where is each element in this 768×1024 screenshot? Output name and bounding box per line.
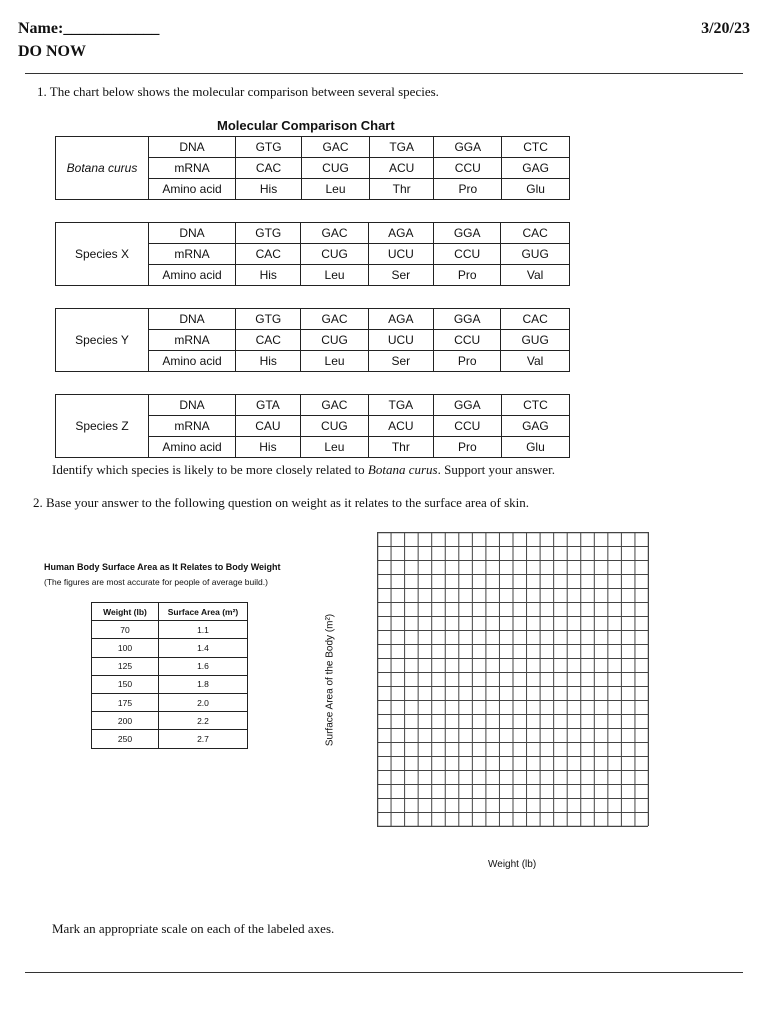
- table-cell: CAC: [236, 330, 301, 351]
- table-cell: GTG: [236, 223, 301, 244]
- table-cell: CTC: [501, 395, 569, 416]
- table-cell: Pro: [434, 351, 501, 372]
- molecular-table-2: [55, 222, 570, 286]
- table-cell: 2.7: [159, 730, 248, 748]
- row-label: Amino acid: [149, 437, 236, 458]
- table-row: [92, 639, 248, 657]
- table-cell: Ser: [368, 265, 433, 286]
- table-cell: His: [236, 437, 301, 458]
- table-cell: CUG: [301, 330, 368, 351]
- question-text-end: . Support your answer.: [437, 462, 555, 477]
- table-row: [56, 137, 570, 158]
- table-cell: UCU: [368, 244, 433, 265]
- question-1-text: [52, 462, 555, 478]
- question-2-prompt: 2. Base your answer to the following question on weight as it relates to the surface area of skin.: [33, 495, 530, 510]
- molecular-table-3: [55, 308, 570, 372]
- surface-area-table-subtitle: (The figures are most accurate for people of average build.): [44, 577, 268, 587]
- table-cell: GGA: [434, 309, 501, 330]
- table-cell: AGA: [368, 309, 433, 330]
- table-cell: 100: [92, 639, 159, 657]
- table-cell: GAC: [300, 395, 368, 416]
- table-cell: TGA: [369, 137, 434, 158]
- table-cell: 1.8: [159, 675, 248, 693]
- table-cell: 2.0: [159, 693, 248, 711]
- table-cell: Val: [501, 265, 570, 286]
- table-cell: 1.4: [159, 639, 248, 657]
- table-cell: ACU: [368, 416, 433, 437]
- table-cell: CCU: [433, 416, 501, 437]
- row-label: Amino acid: [149, 351, 236, 372]
- species-name: Species Z: [56, 395, 149, 458]
- table-cell: Thr: [368, 437, 433, 458]
- table-row: [56, 223, 570, 244]
- table-cell: GTA: [236, 395, 301, 416]
- table-cell: CUG: [301, 244, 368, 265]
- surface-area-table-title: Human Body Surface Area as It Relates to Body Weight: [44, 562, 281, 572]
- table-cell: TGA: [368, 395, 433, 416]
- table-cell: GTG: [236, 309, 301, 330]
- table-cell: Leu: [302, 179, 370, 200]
- column-header-weight: Weight (lb): [92, 603, 159, 621]
- table-cell: 2.2: [159, 712, 248, 730]
- table-cell: His: [236, 179, 302, 200]
- table-cell: GUG: [501, 244, 570, 265]
- table-cell: GGA: [434, 223, 501, 244]
- table-row: [92, 657, 248, 675]
- table-cell: CAU: [236, 416, 301, 437]
- table-row: [56, 309, 570, 330]
- table-cell: CCU: [434, 158, 502, 179]
- row-label: mRNA: [149, 244, 236, 265]
- table-cell: GGA: [433, 395, 501, 416]
- date: 3/20/23: [701, 20, 750, 37]
- table-cell: 1.1: [159, 621, 248, 639]
- row-label: mRNA: [149, 158, 236, 179]
- table-cell: 1.6: [159, 657, 248, 675]
- name-field-label: Name:____________: [18, 20, 160, 37]
- table-cell: 150: [92, 675, 159, 693]
- row-label: DNA: [149, 137, 236, 158]
- table-cell: CUG: [300, 416, 368, 437]
- molecular-chart-title: Molecular Comparison Chart: [217, 118, 395, 133]
- x-axis-label: Weight (lb): [488, 859, 537, 870]
- row-label: DNA: [149, 223, 236, 244]
- table-cell: CUG: [302, 158, 370, 179]
- table-cell: GUG: [501, 330, 570, 351]
- divider: [25, 73, 743, 74]
- molecular-table-1: [55, 136, 570, 200]
- species-name: Species Y: [56, 309, 149, 372]
- table-cell: CTC: [502, 137, 570, 158]
- table-cell: Pro: [434, 179, 502, 200]
- table-cell: CCU: [434, 244, 501, 265]
- blank-graph-grid[interactable]: [377, 532, 649, 827]
- table-cell: CAC: [501, 309, 570, 330]
- row-label: Amino acid: [149, 265, 236, 286]
- species-name: Botana curus: [56, 137, 149, 200]
- table-cell: CAC: [501, 223, 570, 244]
- table-cell: His: [236, 265, 301, 286]
- species-name: Species X: [56, 223, 149, 286]
- table-cell: GAG: [501, 416, 569, 437]
- table-cell: Leu: [300, 437, 368, 458]
- table-row: [92, 712, 248, 730]
- table-cell: His: [236, 351, 301, 372]
- table-cell: 200: [92, 712, 159, 730]
- table-cell: AGA: [368, 223, 433, 244]
- row-label: mRNA: [149, 330, 236, 351]
- table-cell: Val: [501, 351, 570, 372]
- table-cell: 175: [92, 693, 159, 711]
- table-row: [92, 730, 248, 748]
- question-text: Identify which species is likely to be more closely related to: [52, 462, 368, 477]
- table-cell: Pro: [433, 437, 501, 458]
- table-cell: GGA: [434, 137, 502, 158]
- table-cell: Leu: [301, 265, 368, 286]
- table-cell: Thr: [369, 179, 434, 200]
- do-now-heading: DO NOW: [18, 43, 86, 60]
- bottom-divider: [25, 972, 743, 973]
- table-cell: Ser: [368, 351, 433, 372]
- surface-area-table: [91, 602, 248, 749]
- table-cell: ACU: [369, 158, 434, 179]
- table-cell: CAC: [236, 244, 301, 265]
- molecular-table-4: [55, 394, 570, 458]
- table-cell: Leu: [301, 351, 368, 372]
- table-cell: Glu: [502, 179, 570, 200]
- row-label: DNA: [149, 309, 236, 330]
- table-cell: CAC: [236, 158, 302, 179]
- table-cell: Pro: [434, 265, 501, 286]
- row-label: Amino acid: [149, 179, 236, 200]
- table-cell: Glu: [501, 437, 569, 458]
- instruction-text: Mark an appropriate scale on each of the labeled axes.: [52, 921, 335, 936]
- table-cell: 250: [92, 730, 159, 748]
- species-name: Botana curus: [367, 462, 438, 477]
- table-cell: CCU: [434, 330, 501, 351]
- table-cell: GAG: [502, 158, 570, 179]
- column-header-area: Surface Area (m²): [159, 603, 248, 621]
- question-1-prompt: 1. The chart below shows the molecular comparison between several species.: [37, 84, 439, 99]
- table-row: [92, 675, 248, 693]
- y-axis-label: Surface Area of the Body (m²): [324, 613, 336, 747]
- table-cell: 70: [92, 621, 159, 639]
- table-cell: 125: [92, 657, 159, 675]
- table-cell: UCU: [368, 330, 433, 351]
- table-row: [56, 395, 570, 416]
- table-cell: GAC: [302, 137, 370, 158]
- table-row: [92, 621, 248, 639]
- row-label: DNA: [149, 395, 236, 416]
- row-label: mRNA: [149, 416, 236, 437]
- table-cell: GAC: [301, 223, 368, 244]
- table-row: [92, 693, 248, 711]
- table-cell: GAC: [301, 309, 368, 330]
- table-cell: GTG: [236, 137, 302, 158]
